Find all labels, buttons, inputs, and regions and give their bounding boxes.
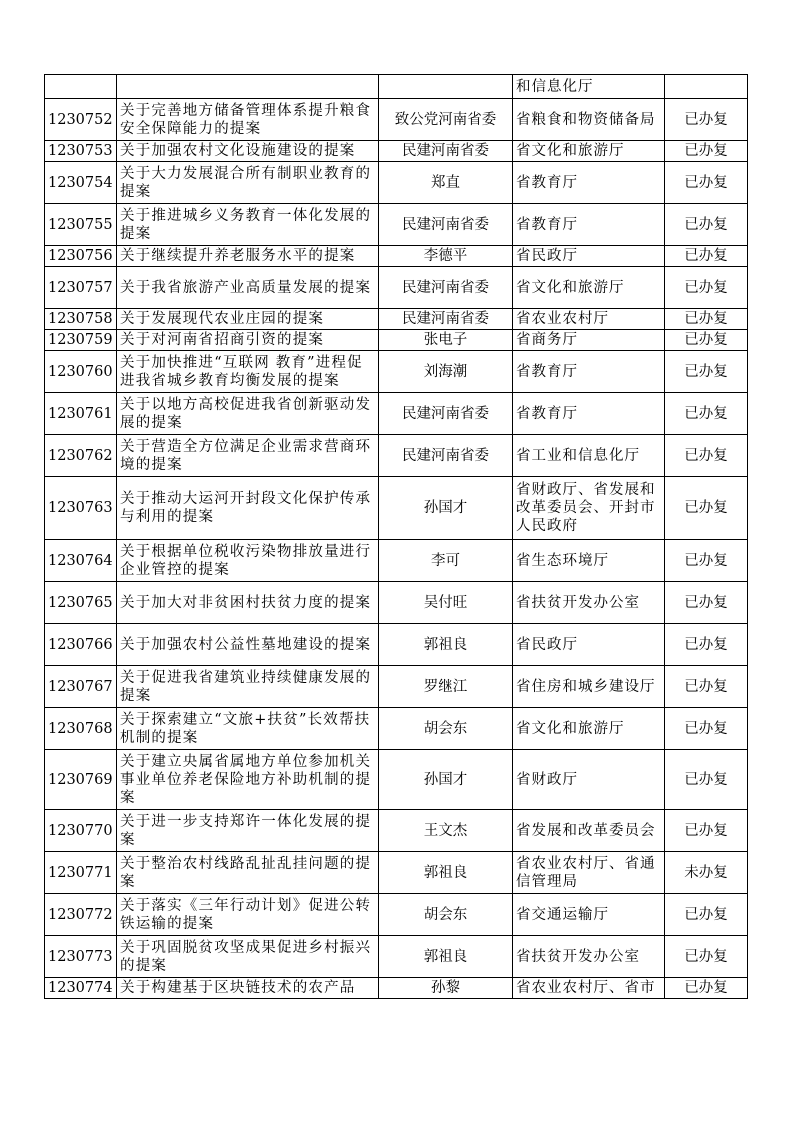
cell-proposal-title [117,393,379,435]
cell-proposer-name [379,810,513,852]
cell-proposer-name [379,75,513,99]
status-text: 已办复 [684,636,728,653]
cell-proposal-id [45,309,117,330]
proposal-title: 关于加强农村公益性墓地建设的提案 [120,636,372,653]
proposer-name: 李可 [431,552,460,569]
proposal-id: 1230756 [48,248,113,264]
proposer-name: 王文杰 [423,822,468,839]
cell-proposal-id [45,393,117,435]
cell-proposer-name [379,162,513,204]
cell-proposer-name [379,894,513,936]
cell-proposal-title [117,936,379,978]
cell-status-text [665,330,748,351]
cell-handling-department [513,666,665,708]
proposal-title: 关于探索建立“文旅+扶贫”长效帮扶机制的提案 [120,711,371,746]
proposer-name: 孙国才 [423,771,468,788]
cell-proposer-name [379,267,513,309]
cell-status-text [665,540,748,582]
proposal-id: 1230764 [48,552,113,569]
handling-department: 省扶贫开发办公室 [516,948,640,965]
proposal-id: 1230758 [48,311,113,327]
cell-handling-department [513,393,665,435]
handling-department: 省文化和旅游厅 [516,720,625,737]
cell-proposal-title [117,141,379,162]
cell-proposer-name [379,330,513,351]
cell-handling-department [513,582,665,624]
cell-proposal-title [117,750,379,810]
proposal-title: 关于巩固脱贫攻坚成果促进乡村振兴的提案 [120,939,372,974]
proposal-title: 关于对河南省招商引资的提案 [120,332,325,348]
proposal-title: 关于加快推进“互联网 教育”进程促进我省城乡教育均衡发展的提案 [120,354,363,389]
proposer-name: 罗继江 [423,678,468,695]
cell-proposer-name [379,978,513,999]
cell-handling-department [513,351,665,393]
table-row [45,162,748,204]
proposal-title: 关于落实《三年行动计划》促进公转铁运输的提案 [120,897,372,932]
handling-department: 省商务厅 [516,332,578,348]
table-row [45,246,748,267]
proposer-name: 郭祖良 [423,864,468,881]
cell-proposal-title [117,810,379,852]
proposal-title: 关于以地方高校促进我省创新驱动发展的提案 [120,396,372,431]
status-text: 已办复 [684,500,728,516]
cell-proposal-id [45,624,117,666]
cell-status-text [665,852,748,894]
proposal-title: 关于构建基于区块链技术的农产品 [120,980,356,996]
handling-department: 省扶贫开发办公室 [516,594,640,611]
cell-status-text [665,351,748,393]
cell-proposal-title [117,330,379,351]
cell-proposal-id [45,936,117,978]
cell-status-text [665,204,748,246]
proposal-title: 关于加强农村文化设施建设的提案 [120,143,356,159]
proposal-title: 关于大力发展混合所有制职业教育的提案 [120,165,372,200]
cell-proposal-title [117,162,379,204]
proposer-name: 郭祖良 [423,948,468,965]
proposal-id: 1230770 [48,822,113,839]
cell-proposer-name [379,708,513,750]
cell-proposer-name [379,750,513,810]
cell-status-text [665,708,748,750]
proposal-id: 1230763 [48,500,113,516]
proposer-name: 孙国才 [423,500,468,516]
handling-department: 省教育厅 [516,216,578,233]
proposal-id: 1230757 [48,279,113,296]
cell-handling-department [513,204,665,246]
cell-proposal-id [45,540,117,582]
proposal-id: 1230760 [48,363,113,380]
table-row [45,666,748,708]
handling-department: 省发展和改革委员会 [516,822,656,839]
cell-proposal-id [45,99,117,141]
table-row [45,435,748,477]
cell-proposal-id [45,204,117,246]
cell-proposer-name [379,666,513,708]
proposal-id: 1230752 [48,111,113,128]
proposal-id: 1230767 [48,678,113,695]
proposer-name: 孙黎 [431,980,460,996]
handling-department: 省农业农村厅、省市 [516,980,656,996]
cell-proposer-name [379,852,513,894]
cell-status-text [665,750,748,810]
handling-department: 省教育厅 [516,363,578,380]
cell-handling-department [513,624,665,666]
proposal-id: 1230768 [48,720,113,737]
cell-proposal-title [117,852,379,894]
cell-handling-department [513,708,665,750]
cell-handling-department [513,99,665,141]
cell-proposal-id [45,435,117,477]
cell-proposal-id [45,477,117,540]
cell-proposal-id [45,852,117,894]
proposal-id: 1230759 [48,332,113,348]
cell-proposal-title [117,540,379,582]
cell-status-text [665,477,748,540]
table-row [45,351,748,393]
handling-department: 省农业农村厅 [516,311,609,327]
status-text: 已办复 [684,111,728,128]
cell-status-text [665,624,748,666]
cell-handling-department [513,810,665,852]
proposer-name: 刘海潮 [423,363,468,380]
cell-handling-department [513,750,665,810]
proposal-title: 关于继续提升养老服务水平的提案 [120,248,356,264]
proposal-title: 关于发展现代农业庄园的提案 [120,311,325,327]
cell-proposer-name [379,246,513,267]
cell-proposal-title [117,99,379,141]
table-row [45,330,748,351]
handling-department: 省民政厅 [516,636,578,653]
proposer-name: 张电子 [423,332,468,348]
handling-department: 省粮食和物资储备局 [516,111,656,128]
proposer-name: 民建河南省委 [402,143,489,159]
cell-proposer-name [379,141,513,162]
cell-handling-department [513,141,665,162]
table-row [45,810,748,852]
cell-proposal-title [117,978,379,999]
proposal-id: 1230769 [48,771,113,788]
status-text: 已办复 [684,405,728,422]
handling-department: 省工业和信息化厅 [516,447,640,464]
cell-status-text [665,393,748,435]
handling-department: 省财政厅、省发展和改革委员会、开封市人民政府 [516,482,656,534]
table-row [45,477,748,540]
status-text: 已办复 [684,822,728,839]
proposal-id: 1230766 [48,636,113,653]
cell-proposer-name [379,624,513,666]
proposer-name: 李德平 [423,248,468,264]
status-text: 已办复 [684,552,728,569]
status-text: 已办复 [684,948,728,965]
cell-proposal-title [117,477,379,540]
cell-proposal-id [45,708,117,750]
table-row [45,708,748,750]
table-row [45,852,748,894]
handling-department: 省文化和旅游厅 [516,279,625,296]
proposal-title: 关于进一步支持郑许一体化发展的提案 [120,813,372,848]
cell-proposer-name [379,309,513,330]
status-text: 已办复 [684,980,728,996]
cell-handling-department [513,936,665,978]
handling-department: 省生态环境厅 [516,552,609,569]
cell-proposal-title [117,267,379,309]
cell-status-text [665,936,748,978]
table-row [45,267,748,309]
proposal-id: 1230773 [48,948,113,965]
proposer-name: 民建河南省委 [402,279,489,296]
status-text: 已办复 [684,594,728,611]
table-body [45,75,748,999]
cell-proposal-id [45,351,117,393]
cell-handling-department [513,894,665,936]
cell-status-text [665,582,748,624]
cell-proposer-name [379,393,513,435]
cell-handling-department [513,330,665,351]
proposal-title: 关于根据单位税收污染物排放量进行企业管控的提案 [120,543,372,578]
proposal-title: 关于建立央属省属地方单位参加机关事业单位养老保险地方补助机制的提案 [120,753,372,806]
proposal-title: 关于推动大运河开封段文化保护传承与利用的提案 [120,491,372,525]
handling-department: 省农业农村厅、省通信管理局 [516,855,656,890]
proposal-title: 关于推进城乡义务教育一体化发展的提案 [120,207,372,242]
status-text: 已办复 [684,447,728,464]
handling-department: 省财政厅 [516,771,578,788]
status-text: 已办复 [684,216,728,233]
table-row [45,750,748,810]
cell-handling-department [513,267,665,309]
cell-proposer-name [379,477,513,540]
status-text: 已办复 [684,678,728,695]
proposer-name: 郭祖良 [423,636,468,653]
cell-handling-department [513,246,665,267]
handling-department: 省交通运输厅 [516,906,609,923]
proposer-name: 致公党河南省委 [394,111,497,128]
cell-proposal-title [117,582,379,624]
proposal-id: 1230771 [48,864,113,881]
proposer-name: 民建河南省委 [402,311,489,327]
cell-proposal-title [117,894,379,936]
cell-proposal-id [45,267,117,309]
cell-proposer-name [379,540,513,582]
proposal-id: 1230774 [48,980,113,996]
table-row [45,894,748,936]
status-text: 已办复 [684,311,728,327]
cell-proposal-id [45,666,117,708]
cell-handling-department [513,435,665,477]
cell-handling-department [513,75,665,99]
proposer-name: 郑直 [431,174,460,191]
proposal-id: 1230765 [48,594,113,611]
status-text: 已办复 [684,174,728,191]
proposer-name: 民建河南省委 [402,447,489,464]
cell-proposal-id [45,978,117,999]
cell-proposal-id [45,582,117,624]
proposer-name: 民建河南省委 [402,405,489,422]
proposal-id: 1230755 [48,216,113,233]
proposal-id: 1230761 [48,405,113,422]
cell-proposer-name [379,99,513,141]
cell-handling-department [513,477,665,540]
status-text: 已办复 [684,906,728,923]
cell-proposal-id [45,75,117,99]
cell-proposal-title [117,624,379,666]
proposal-id: 1230762 [48,447,113,464]
cell-status-text [665,246,748,267]
cell-proposal-title [117,75,379,99]
status-text: 已办复 [684,279,728,296]
cell-proposal-title [117,435,379,477]
handling-department: 省文化和旅游厅 [516,143,625,159]
status-text: 已办复 [684,143,728,159]
table-row [45,540,748,582]
proposal-title: 关于营造全方位满足企业需求营商环境的提案 [120,438,372,473]
cell-status-text [665,162,748,204]
cell-proposal-id [45,141,117,162]
cell-proposer-name [379,351,513,393]
handling-department: 和信息化厅 [516,78,594,95]
table-row [45,936,748,978]
cell-handling-department [513,309,665,330]
handling-department: 省教育厅 [516,405,578,422]
table-row [45,75,748,99]
cell-proposal-id [45,330,117,351]
cell-proposer-name [379,936,513,978]
cell-status-text [665,309,748,330]
cell-status-text [665,141,748,162]
status-text: 已办复 [684,363,728,380]
cell-proposal-title [117,204,379,246]
handling-department: 省教育厅 [516,174,578,191]
proposal-id: 1230754 [48,174,113,191]
cell-proposal-title [117,309,379,330]
cell-proposer-name [379,204,513,246]
cell-proposal-title [117,246,379,267]
cell-status-text [665,267,748,309]
table-row [45,204,748,246]
table-row [45,582,748,624]
proposal-id: 1230772 [48,906,113,923]
table-row [45,978,748,999]
cell-handling-department [513,162,665,204]
table-row [45,393,748,435]
cell-proposer-name [379,435,513,477]
cell-status-text [665,435,748,477]
proposal-title: 关于促进我省建筑业持续健康发展的提案 [120,669,372,704]
cell-proposal-title [117,351,379,393]
proposal-title: 关于加大对非贫困村扶贫力度的提案 [120,594,372,611]
proposer-name: 胡会东 [423,906,468,923]
proposal-title: 关于整治农村线路乱扯乱挂问题的提案 [120,855,372,890]
cell-proposal-id [45,810,117,852]
cell-status-text [665,75,748,99]
proposal-table [44,74,748,999]
cell-status-text [665,894,748,936]
handling-department: 省住房和城乡建设厅 [516,678,656,695]
handling-department: 省民政厅 [516,248,578,264]
proposer-name: 民建河南省委 [402,216,489,233]
proposal-title: 关于完善地方储备管理体系提升粮食安全保障能力的提案 [120,102,372,137]
cell-proposal-id [45,894,117,936]
cell-proposer-name [379,582,513,624]
cell-handling-department [513,852,665,894]
cell-proposal-title [117,708,379,750]
cell-status-text [665,666,748,708]
cell-proposal-title [117,666,379,708]
proposer-name: 胡会东 [423,720,468,737]
table-row [45,309,748,330]
table-row [45,99,748,141]
cell-proposal-id [45,162,117,204]
cell-status-text [665,978,748,999]
cell-handling-department [513,540,665,582]
proposal-title: 关于我省旅游产业高质量发展的提案 [120,279,372,296]
cell-status-text [665,810,748,852]
proposal-id: 1230753 [48,143,113,159]
cell-proposal-id [45,246,117,267]
cell-handling-department [513,978,665,999]
table-row [45,624,748,666]
status-text: 已办复 [684,720,728,737]
proposer-name: 吴付旺 [423,594,468,611]
cell-status-text [665,99,748,141]
cell-proposal-id [45,750,117,810]
status-text: 已办复 [684,248,728,264]
status-text: 已办复 [684,332,728,348]
status-text: 未办复 [684,864,728,881]
status-text: 已办复 [684,771,728,788]
table-row [45,141,748,162]
